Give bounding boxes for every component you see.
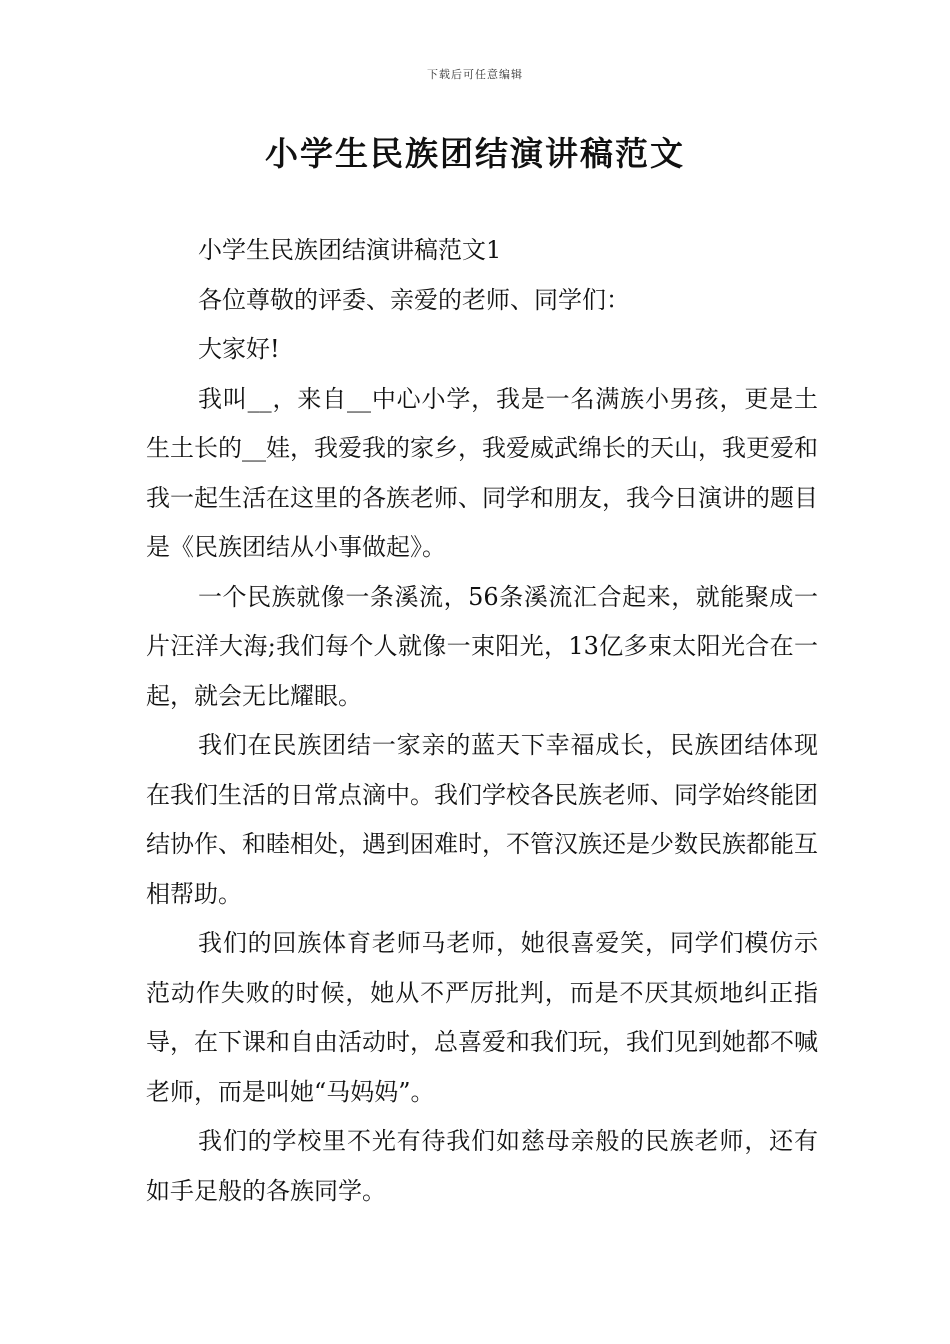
- paragraph-greeting: 大家好!: [198, 335, 280, 363]
- paragraph-classmates: 我们的学校里不光有待我们如慈母亲般的民族老师，还有如手足般的各族同学。: [146, 1127, 818, 1205]
- paragraph-school-unity: 我们在民族团结一家亲的蓝天下幸福成长，民族团结体现在我们生活的日常点滴中。我们学校各民族老师、同学始终能团结协作、和睦相处，遇到困难时，不管汉族还是少数民族都能互相帮助。: [146, 731, 818, 908]
- document-title: 小学生民族团结演讲稿范文: [265, 134, 685, 173]
- paragraph-metaphor: 一个民族就像一条溪流，56条溪流汇合起来，就能聚成一片汪洋大海;我们每个人就像一束阳光，13亿多束太阳光合在一起，就会无比耀眼。: [146, 582, 818, 710]
- paragraph-teacher-ma: 我们的回族体育老师马老师，她很喜爱笑，同学们模仿示范动作失败的时候，她从不严厉批判，而是不厌其烦地纠正指导，在下课和自由活动时，总喜爱和我们玩，我们见到她都不喊老师，而是叫她“马妈妈”。: [146, 929, 818, 1106]
- header-note: 下载后可任意编辑: [427, 68, 523, 81]
- document-body: [146, 226, 818, 1216]
- paragraph-introduction: 我叫__，来自__中心小学，我是一名满族小男孩，更是土生土长的__娃，我爱我的家乡，我爱威武绵长的天山，我更爱和我一起生活在这里的各族老师、同学和朋友，我今日演讲的题目是《民族团结从小事做起》。: [146, 384, 818, 561]
- paragraph-greeting-audience: 各位尊敬的评委、亲爱的老师、同学们：: [198, 285, 630, 314]
- paragraph-subtitle: 小学生民族团结演讲稿范文1: [198, 236, 502, 264]
